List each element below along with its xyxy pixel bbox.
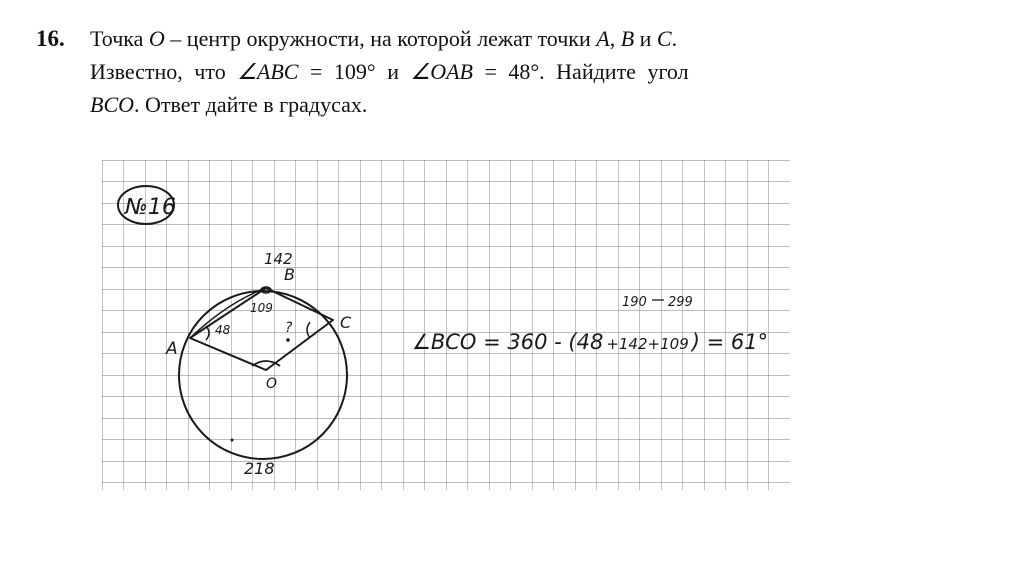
- text: ,: [609, 26, 621, 51]
- partial-sum-190: 190: [622, 295, 647, 310]
- label-angle-109: 109: [250, 301, 273, 315]
- arc-dot: [231, 439, 234, 442]
- label-top-arc: 142: [264, 250, 293, 268]
- label-point-b: B: [284, 265, 295, 284]
- partial-sum-299: 299: [668, 295, 693, 310]
- equation-plus: +: [606, 335, 619, 353]
- point-a: A: [596, 26, 610, 51]
- label-point-o: O: [266, 376, 278, 392]
- solution-equation: [412, 330, 768, 354]
- point-b: B: [620, 26, 635, 51]
- task-label: №16: [125, 195, 176, 220]
- equation-plus: +: [647, 335, 661, 353]
- text: Известно, что: [90, 59, 238, 84]
- point-c: C: [656, 26, 672, 51]
- equation-term-142: 142: [618, 335, 648, 353]
- point-o: O: [148, 26, 165, 51]
- angle-abc: ∠ABC: [237, 59, 299, 84]
- text: Точка: [90, 26, 149, 51]
- text: = 109° и: [298, 59, 411, 84]
- label-point-c: C: [340, 313, 352, 332]
- text: и: [634, 26, 657, 51]
- equation-term-48: 48: [576, 330, 604, 354]
- problem-number: 16.: [36, 26, 65, 51]
- angle-bco: BCO: [90, 92, 134, 117]
- text: . Ответ дайте в градусах.: [134, 92, 368, 117]
- label-question: ?: [285, 320, 293, 336]
- label-point-a: A: [166, 339, 178, 359]
- center-dot: [286, 338, 290, 342]
- label-bottom-arc: 218: [244, 459, 275, 478]
- angle-oab: ∠OAB: [410, 59, 473, 84]
- text: .: [671, 26, 678, 51]
- equation-rhs: ) = 61°: [691, 330, 769, 354]
- equation-term-109: 109: [660, 335, 689, 353]
- text: = 48°. Найдите угол: [472, 59, 689, 84]
- label-angle-48: 48: [215, 323, 231, 337]
- equation-lhs: ∠BCO = 360 - (: [412, 330, 577, 354]
- text: – центр окружности, на которой лежат точки: [164, 26, 597, 51]
